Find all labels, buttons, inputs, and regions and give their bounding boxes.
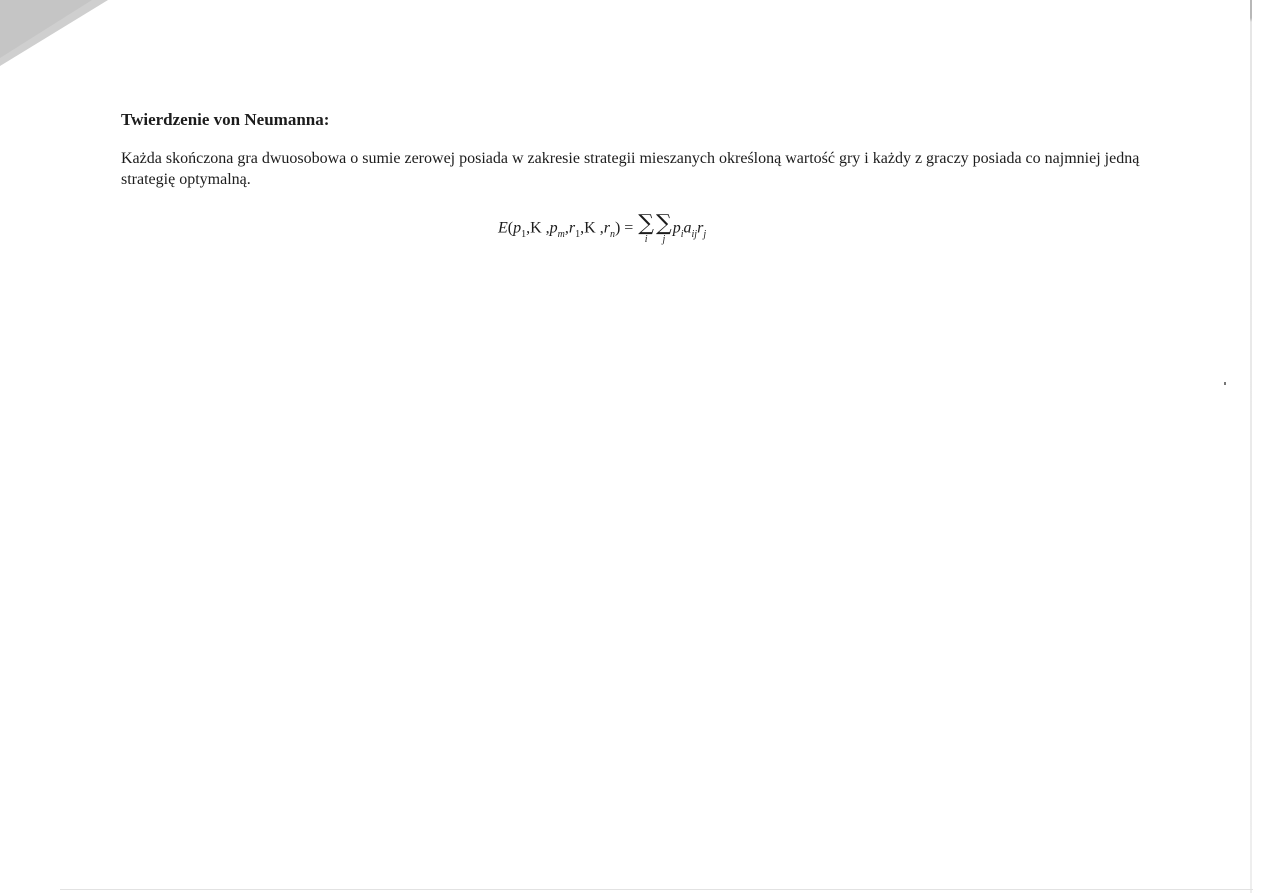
- formula-term-p: p: [672, 219, 681, 237]
- formula-close-paren: ): [614, 219, 621, 237]
- formula-sub-j: j: [703, 228, 707, 240]
- formula-comma: ,: [564, 219, 569, 237]
- formula-sub-i: i: [680, 228, 684, 240]
- formula-r1: r: [568, 219, 576, 237]
- formula-sub-ij: ij: [691, 228, 698, 240]
- formula-sub-m: m: [557, 228, 565, 240]
- theorem-title: Twierdzenie von Neumanna:: [121, 110, 330, 129]
- formula-term-r: r: [697, 219, 704, 237]
- expected-value-formula: [498, 213, 706, 245]
- page-right-edge: [1250, 0, 1252, 893]
- formula-p1: p: [513, 219, 522, 237]
- formula-equals: =: [624, 219, 634, 237]
- document-body: [121, 110, 1161, 190]
- formula-sub-1: 1: [521, 228, 527, 240]
- formula-function-e: E: [498, 219, 508, 237]
- formula-open-paren: (: [507, 219, 514, 237]
- formula-sub-n: n: [609, 228, 615, 240]
- sum-sign-i: ∑: [638, 211, 655, 236]
- formula-rn: r: [603, 219, 610, 237]
- page-bottom-edge: [60, 889, 1253, 890]
- formula-sub-1b: 1: [575, 228, 581, 240]
- sum-index-j: j: [662, 234, 666, 245]
- sum-sign-j: ∑: [656, 211, 672, 236]
- sum-index-i: i: [644, 234, 648, 245]
- sum-over-i: [638, 213, 654, 245]
- folded-corner-shadow-inner: [0, 0, 92, 58]
- scan-speck: [1224, 382, 1226, 385]
- formula-ellipsis-2: ,K ,: [580, 219, 604, 237]
- formula-term-a: a: [683, 219, 692, 237]
- sum-over-j: [656, 213, 672, 245]
- formula-pm: p: [549, 219, 558, 237]
- theorem-statement: Każda skończona gra dwuosobowa o sumie zerowej posiada w zakresie strategii mieszanych określoną wartość gry i każdy z graczy posiada co najmniej jedną strategię optymalną.: [121, 150, 1140, 188]
- formula-ellipsis-1: ,K ,: [526, 219, 550, 237]
